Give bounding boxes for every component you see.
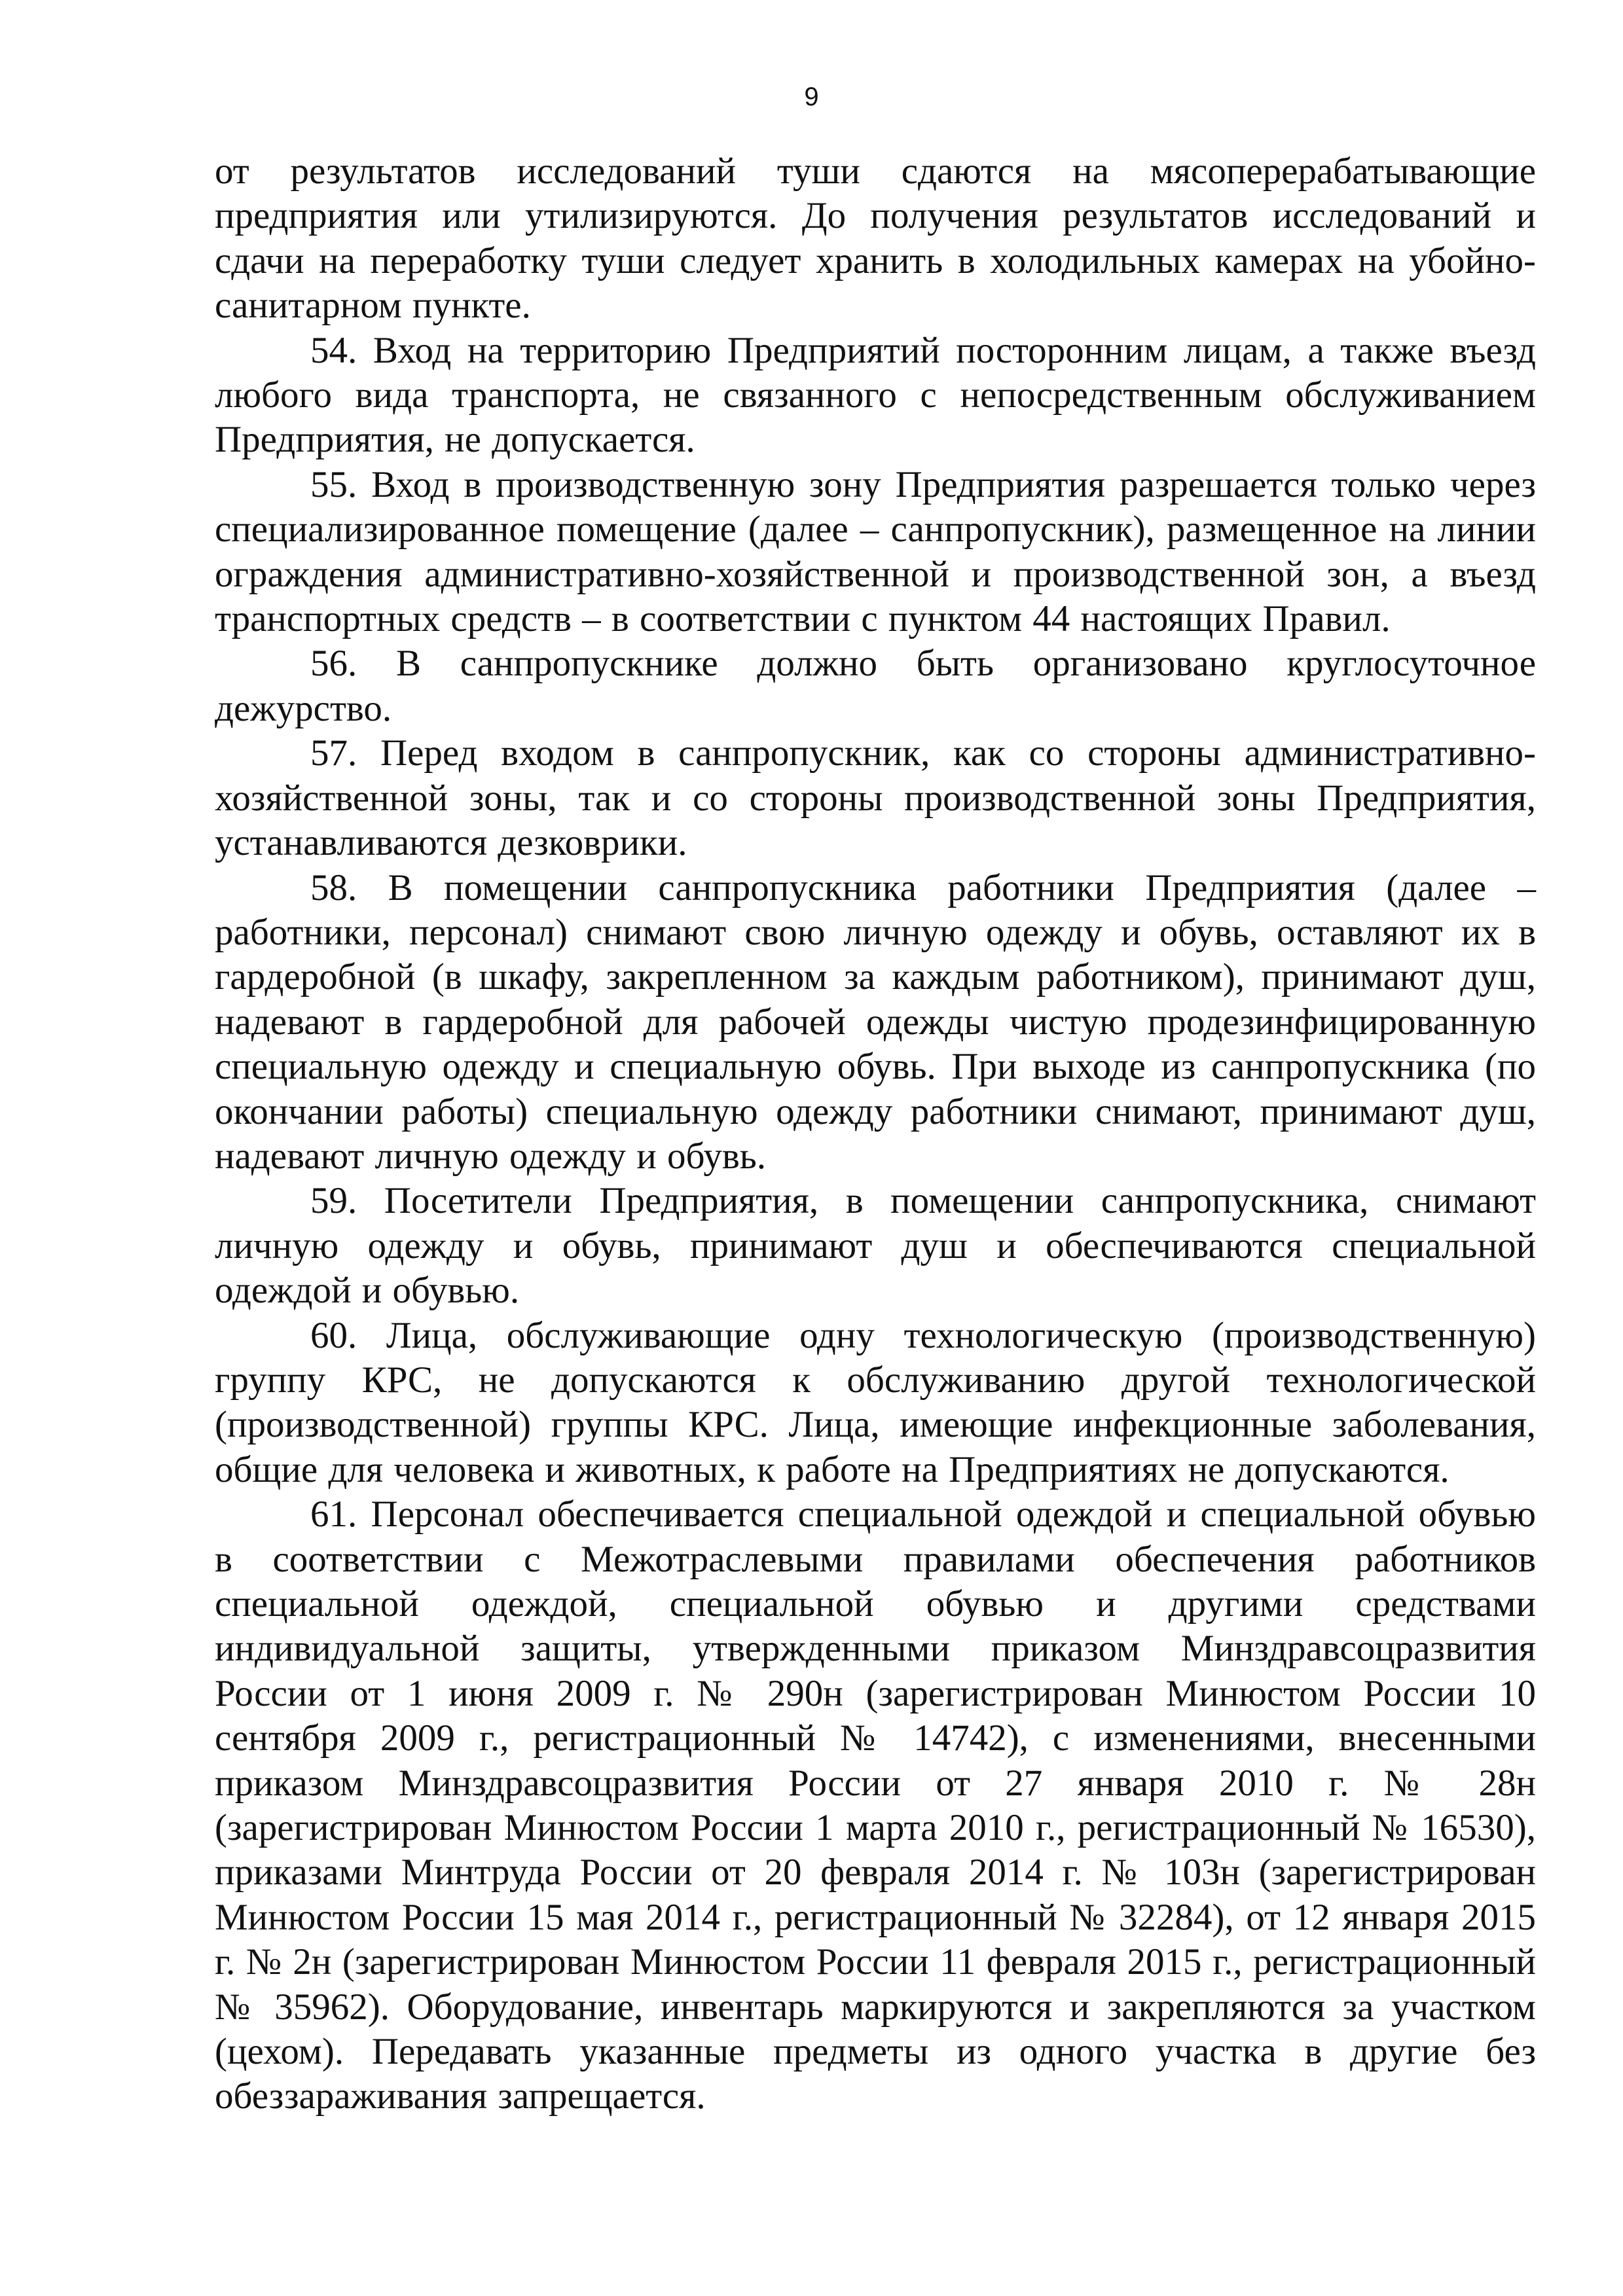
paragraph-57: 57. Перед входом в санпропускник, как со стороны административно-хозяйственной зоны, так и со стороны производственной зоны Предприятия, устанавливаются дезковрики. xyxy=(215,732,1536,864)
paragraph-60: 60. Лица, обслуживающие одну технологическую (производственную) группу КРС, не допускаются к обслуживанию другой технологической (производственной) группы КРС. Лица, имеющие инфекционные заболевания, общие для человека и животных, к работе на Предприятиях не допускаются. xyxy=(215,1314,1536,1490)
paragraph-58: 58. В помещении санпропускника работники Предприятия (далее – работники, персонал) снимают свою личную одежду и обувь, оставляют их в гардеробной (в шкафу, закрепленном за каждым работником), принимают душ, надевают в гардеробной для рабочей одежды чистую продезинфицированную специальную одежду и специальную обувь. При выходе из санпропускника (по окончании работы) специальную одежду работники снимают, принимают душ, надевают личную одежду и обувь. xyxy=(215,867,1536,1177)
paragraph-59: 59. Посетители Предприятия, в помещении санпропускника, снимают личную одежду и обувь, принимают душ и обеспечиваются специальной одеждой и обувью. xyxy=(215,1180,1536,1312)
paragraph-54: 54. Вход на территорию Предприятий посторонним лицам, а также въезд любого вида транспорта, не связанного с непосредственным обслуживанием Предприятия, не допускается. xyxy=(215,329,1536,461)
page-number: 9 xyxy=(804,82,819,111)
paragraph-55: 55. Вход в производственную зону Предприятия разрешается только через специализированное помещение (далее – санпропускник), размещенное на линии ограждения административно-хозяйственной и производственной зон, а въезд транспортных средств – в соответствии с пунктом 44 настоящих Правил. xyxy=(215,463,1536,640)
paragraph-continuation: от результатов исследований туши сдаются на мясоперерабатывающие предприятия или утилизируются. До получения результатов исследований и сдачи на переработку туши следует хранить в холодильных камерах на убойно-санитарном пункте. xyxy=(215,151,1536,327)
paragraph-56: 56. В санпропускнике должно быть организовано круглосуточное дежурство. xyxy=(215,643,1536,729)
paragraph-61: 61. Персонал обеспечивается специальной одеждой и специальной обувью в соответствии с Межотраслевыми правилами обеспечения работников специальной одеждой, специальной обувью и другими средствами индивидуальной защиты, утвержденными приказом Минздравсоцразвития России от 1 июня 2009 г. № 290н (зарегистрирован Минюстом России 10 сентября 2009 г., регистрационный № 14742), с изменениями, внесенными приказом Минздравсоцразвития России от 27 января 2010 г. № 28н (зарегистрирован Минюстом России 1 марта 2010 г., регистрационный № 16530), приказами Минтруда России от 20 февраля 2014 г. № 103н (зарегистрирован Минюстом России 15 мая 2014 г., регистрационный № 32284), от 12 января 2015 г. № 2н (зарегистрирован Минюстом России 11 февраля 2015 г., регистрационный № 35962). Оборудование, инвентарь маркируются и закрепляются за участком (цехом). Передавать указанные предметы из одного участка в другие без обеззараживания запрещается. xyxy=(215,1494,1536,2117)
document-body xyxy=(215,149,1536,2119)
